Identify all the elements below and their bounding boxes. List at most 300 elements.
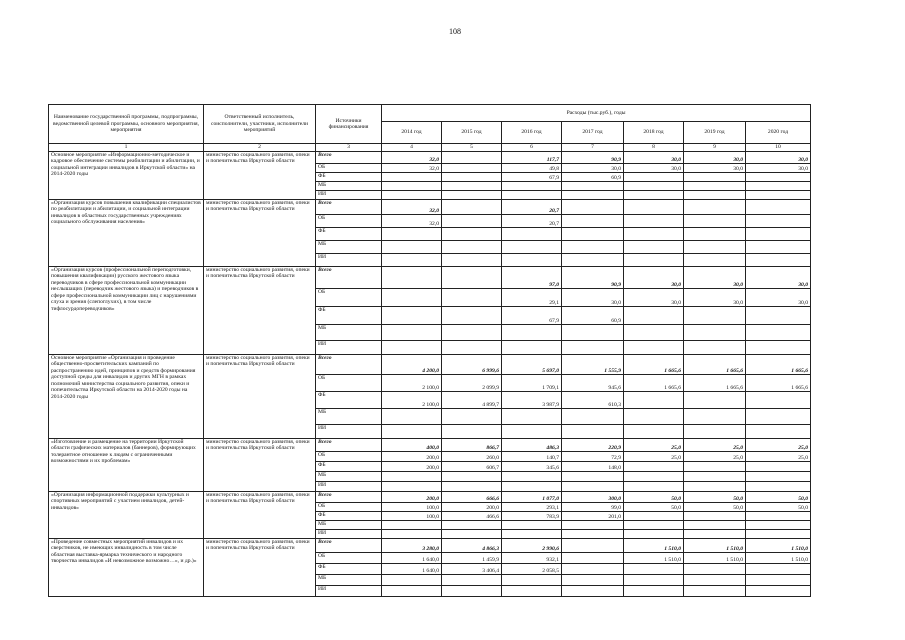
expense-value [684,564,746,575]
expense-value [746,215,811,228]
expense-value [746,254,811,267]
expense-value: 1 077,0 [502,492,562,503]
expense-value [382,325,442,341]
expense-value [502,425,562,439]
expense-value [442,575,502,586]
funding-source: МБ [316,325,382,341]
expense-value [382,254,442,267]
expense-value: 4 899,7 [442,392,502,409]
expense-value: 2 100,0 [382,375,442,392]
expense-value [746,530,811,539]
expense-value [382,521,442,530]
funding-source: ОБ [316,215,382,228]
expense-value [442,182,502,191]
funding-source: ИИ [316,191,382,200]
expense-value [382,530,442,539]
page-number: 108 [449,27,461,36]
expense-value: 1 510,0 [684,553,746,564]
expense-value [562,586,624,597]
header-year: 2019 год [684,122,746,144]
funding-source: ОБ [316,375,382,392]
expense-value [624,586,684,597]
expense-value [442,409,502,425]
expense-value: 50,0 [684,492,746,503]
table-row [49,492,811,503]
expense-value [746,241,811,254]
expense-value [746,409,811,425]
expense-value: 30,0 [562,289,624,307]
expense-value: 1 555,9 [562,355,624,375]
expense-value: 2 099,9 [442,375,502,392]
funding-source: ОБ [316,553,382,564]
activity-name: «Изготовление и размещение на территории Иркутской области графических материалов (баннеров), формирующих толерантное отношение к людям с ограниченными возможностями и их проблемам» [49,439,204,492]
expense-value [684,392,746,409]
expense-value [502,409,562,425]
expense-value [382,472,442,482]
activity-name: Основное мероприятие «Информационно-методическое и кадровое обеспечение системы реабилитации и абилитации, и социальной интеграции инвалидов в Иркутской области» на 2014-2020 годы [49,152,204,200]
column-index: 6 [502,144,562,152]
funding-source: ОБ [316,289,382,307]
expense-value [684,482,746,492]
expense-value [562,215,624,228]
header-year: 2017 год [562,122,624,144]
funding-source: ФБ [316,462,382,472]
expense-value: 50,0 [684,503,746,512]
expense-value [562,575,624,586]
expense-value [562,482,624,492]
expense-value [624,241,684,254]
expense-value: 201,0 [562,512,624,521]
expense-value [746,392,811,409]
expense-value: 90,9 [562,267,624,289]
expense-value [562,254,624,267]
activity-executor: министерство социального развития, опеки и попечительства Иркутской области [204,439,316,492]
expense-value [684,462,746,472]
expense-value [562,325,624,341]
funding-source: ФБ [316,512,382,521]
expense-value: 1 459,9 [442,553,502,564]
expense-value: 2 100,0 [382,392,442,409]
expense-value [746,341,811,355]
expense-value: 50,0 [624,492,684,503]
funding-source: ФБ [316,173,382,182]
expense-value [562,182,624,191]
header-name: Наименование государственной программы, подпрограммы, ведомственной целевой программы, основного мероприятия, мероприятия [49,105,204,144]
funding-source: ОБ [316,452,382,462]
expense-value: 25,0 [746,452,811,462]
expense-value: 2 058,5 [502,564,562,575]
expense-value [624,325,684,341]
funding-source: Всего [316,355,382,375]
column-index: 3 [316,144,382,152]
expense-value: 30,0 [624,267,684,289]
expense-value: 30,0 [624,164,684,173]
expense-value [442,173,502,182]
expense-value [624,482,684,492]
expense-value [442,472,502,482]
expense-value [746,182,811,191]
expense-value [684,425,746,439]
expense-value [502,325,562,341]
header-year: 2014 год [382,122,442,144]
expense-value: 20,7 [502,200,562,215]
expense-value [624,307,684,325]
expense-value [442,325,502,341]
expense-value [684,325,746,341]
expense-value: 5 697,0 [502,355,562,375]
expense-value: 1 665,6 [624,355,684,375]
expense-value [746,191,811,200]
expense-value [746,521,811,530]
expense-value [382,425,442,439]
funding-source: Всего [316,267,382,289]
expense-value: 1 510,0 [624,539,684,553]
column-index: 5 [442,144,502,152]
funding-source: Всего [316,492,382,503]
expense-value [624,341,684,355]
funding-source: ОБ [316,164,382,173]
table-row [49,355,811,375]
expense-value: 200,0 [382,452,442,462]
expense-value: 30,0 [562,164,624,173]
expense-value [684,307,746,325]
expense-value: 30,0 [624,289,684,307]
expense-value: 345,6 [502,462,562,472]
expense-value [624,530,684,539]
expense-value: 30,0 [746,164,811,173]
expense-value: 1 510,0 [746,539,811,553]
expense-value [684,254,746,267]
activity-name: Основное мероприятие «Организация и проведение общественно-просветительских кампаний по распространению идей, принципов и средств формирования доступной среды для инвалидов и других МГН в рамках полномочий министерства социального развития, опеки и попечительства Иркутской области на 2014-2020 годы на 2014-2020 годы [49,355,204,439]
expense-value [624,200,684,215]
expense-value: 3 280,0 [382,539,442,553]
expense-value: 1 510,0 [746,553,811,564]
expense-value [442,254,502,267]
funding-source: МБ [316,182,382,191]
expense-value [562,564,624,575]
expense-value: 25,0 [684,452,746,462]
expense-value: 1 665,6 [684,355,746,375]
column-index: 8 [624,144,684,152]
expense-value [684,182,746,191]
expense-value [562,409,624,425]
expense-value [562,539,624,553]
expense-value: 117,7 [502,152,562,164]
expense-value [746,512,811,521]
header-expenses: Расходы (тыс.руб.), годы [382,105,811,122]
expense-value [442,341,502,355]
expense-value [746,173,811,182]
expense-value: 1 640,0 [382,553,442,564]
funding-source: ОБ [316,503,382,512]
header-year: 2015 год [442,122,502,144]
expense-value [562,521,624,530]
funding-source: Всего [316,200,382,215]
funding-source: МБ [316,241,382,254]
expense-value [382,267,442,289]
activity-name: «Организация курсов (профессиональной переподготовки, повышения квалификации) русского жестового языка переводчиков в сфере профессиональной коммуникации неслышащих (переводчик жестового языка) и переводчиков в сфере профессиональной коммуникации лиц с нарушениями слуха и зрения (слепоглухих), в том числе тифлосурдопереводчиков» [49,267,204,355]
expense-value [502,482,562,492]
expense-value [442,267,502,289]
activity-executor: министерство социального развития, опеки и попечительства Иркутской области [204,355,316,439]
expense-value [684,341,746,355]
expense-value [746,200,811,215]
expense-value [624,215,684,228]
expense-value: 1 640,0 [382,564,442,575]
expense-value: 30,0 [684,164,746,173]
expense-value: 32,0 [382,200,442,215]
expense-value [442,482,502,492]
expense-value [624,191,684,200]
expense-value: 25,0 [624,452,684,462]
expense-value [624,462,684,472]
expense-value [382,341,442,355]
expense-value: 2 990,6 [502,539,562,553]
expense-value [382,482,442,492]
funding-source: ФБ [316,228,382,241]
expense-value: 6 999,6 [442,355,502,375]
expense-value [442,521,502,530]
expense-value: 200,0 [442,503,502,512]
expense-value: 100,0 [382,503,442,512]
expense-value [746,462,811,472]
expense-value: 50,0 [624,503,684,512]
expense-value [382,575,442,586]
expense-value [746,325,811,341]
expense-value: 945,6 [562,375,624,392]
expense-value: 400,0 [382,439,442,452]
expense-value [684,512,746,521]
expense-value [684,241,746,254]
expense-value [562,200,624,215]
expense-value [746,425,811,439]
expense-value: 30,0 [746,267,811,289]
expense-value: 486,3 [502,439,562,452]
expense-value [746,482,811,492]
expense-value [624,228,684,241]
expense-value: 30,0 [746,152,811,164]
column-index: 9 [684,144,746,152]
column-index: 10 [746,144,811,152]
expense-value: 25,0 [624,439,684,452]
expense-value [684,472,746,482]
expense-value [442,228,502,241]
expense-value: 25,0 [684,439,746,452]
expense-value [624,512,684,521]
expense-value [502,575,562,586]
expense-value [382,307,442,325]
expense-value [562,530,624,539]
expense-value [442,241,502,254]
expense-value: 220,9 [562,439,624,452]
activity-name: «Организация информационной поддержки культурных и спортивных мероприятий с участием инвалидов, детей-инвалидов» [49,492,204,539]
expense-value [562,553,624,564]
expense-value: 30,0 [746,289,811,307]
expense-value: 140,7 [502,452,562,462]
activity-executor: министерство социального развития, опеки и попечительства Иркутской области [204,200,316,267]
expense-value [502,530,562,539]
table-row [49,539,811,553]
expense-value [624,425,684,439]
expense-value [624,392,684,409]
expense-value: 3 406,4 [442,564,502,575]
expense-value: 32,0 [382,164,442,173]
header-source: Источники финансирования [316,105,382,144]
activity-name: «Проведение совместных мероприятий инвалидов и их сверстников, не имеющих инвалидность в том числе областная выставка-ярмарка технического и народного творчества инвалидов «И невозможное возможно…», и др.)» [49,539,204,597]
expense-value [624,254,684,267]
expense-value [502,228,562,241]
expense-value [624,564,684,575]
expense-value [502,521,562,530]
expense-value: 200,0 [382,492,442,503]
header-row [49,105,811,122]
expense-value [624,173,684,182]
expense-value [746,575,811,586]
expense-value [502,191,562,200]
expense-value [746,586,811,597]
expense-value [746,472,811,482]
header-year: 2016 год [502,122,562,144]
expense-value [382,191,442,200]
expense-value: 1 665,6 [684,375,746,392]
expense-value [624,182,684,191]
expense-value: 25,0 [746,439,811,452]
expense-value [382,409,442,425]
expense-value [746,307,811,325]
expense-value [562,191,624,200]
expense-value: 3 987,9 [502,392,562,409]
expense-value [442,289,502,307]
column-index: 2 [204,144,316,152]
expense-value: 1 665,6 [624,375,684,392]
column-index: 1 [49,144,204,152]
expense-value [562,228,624,241]
expense-value: 97,0 [502,267,562,289]
expense-value: 32,0 [382,152,442,164]
expense-value [562,425,624,439]
expense-value [442,200,502,215]
expense-value [382,586,442,597]
expense-value [746,228,811,241]
expense-value [624,472,684,482]
expense-value [684,521,746,530]
expense-value [502,341,562,355]
expense-value: 90,9 [562,152,624,164]
funding-source: ИИ [316,586,382,597]
expense-value [684,191,746,200]
header-executor: Ответственный исполнитель, соисполнители, участники, исполнители мероприятий [204,105,316,144]
funding-source: ИИ [316,482,382,492]
expense-value [562,472,624,482]
expense-value: 606,7 [442,462,502,472]
expense-value [624,521,684,530]
expense-value [442,191,502,200]
expense-value [502,472,562,482]
expenses-table [48,104,811,597]
expense-value [442,425,502,439]
expense-value: 49,8 [502,164,562,173]
funding-source: ФБ [316,564,382,575]
activity-executor: министерство социального развития, опеки и попечительства Иркутской области [204,539,316,597]
expense-value: 148,0 [562,462,624,472]
expense-value [442,152,502,164]
table-row [49,200,811,215]
expense-value: 30,0 [684,289,746,307]
expense-value [382,228,442,241]
column-index: 4 [382,144,442,152]
funding-source: МБ [316,575,382,586]
expense-value [442,530,502,539]
expense-value [442,586,502,597]
expense-value: 610,3 [562,392,624,409]
expense-value: 29,1 [502,289,562,307]
expense-value: 30,0 [684,267,746,289]
expense-value [684,530,746,539]
header-year: 2018 год [624,122,684,144]
expense-value [442,307,502,325]
expense-value: 1 665,6 [746,355,811,375]
expense-value: 466,6 [442,512,502,521]
activity-executor: министерство социального развития, опеки и попечительства Иркутской области [204,267,316,355]
expense-value: 20,7 [502,215,562,228]
expense-value: 1 510,0 [624,553,684,564]
activity-executor: министерство социального развития, опеки и попечительства Иркутской области [204,152,316,200]
expense-value [684,228,746,241]
expense-value [684,200,746,215]
table-row [49,267,811,289]
expense-value: 666,6 [442,492,502,503]
expense-value [624,409,684,425]
expense-value: 100,0 [382,512,442,521]
expense-value [746,564,811,575]
expense-value [684,215,746,228]
funding-source: ИИ [316,254,382,267]
table-row [49,439,811,452]
funding-source: Всего [316,539,382,553]
expense-value: 67,9 [502,307,562,325]
expense-value [502,254,562,267]
expense-value [684,586,746,597]
expense-value: 1 665,6 [746,375,811,392]
expense-value [684,409,746,425]
expense-value [382,289,442,307]
expense-value [502,586,562,597]
expense-value: 50,0 [746,492,811,503]
expense-value [562,241,624,254]
expense-value [502,182,562,191]
expense-value [382,182,442,191]
activity-name: «Организация курсов повышения квалификации специалистов по реабилитации и абилитации, и социальной интеграции инвалидов в областных государственных учреждениях социального обслуживания населения» [49,200,204,267]
expense-value: 260,0 [442,452,502,462]
expense-value: 783,9 [502,512,562,521]
expense-value: 60,9 [562,173,624,182]
expense-value: 67,9 [502,173,562,182]
expense-value [562,341,624,355]
activity-executor: министерство социального развития, опеки и попечительства Иркутской области [204,492,316,539]
header-year: 2020 год [746,122,811,144]
expense-value: 1 709,1 [502,375,562,392]
funding-source: ФБ [316,392,382,409]
expense-value [502,241,562,254]
expense-value [442,215,502,228]
funding-source: МБ [316,409,382,425]
expense-value: 32,0 [382,215,442,228]
funding-source: Всего [316,439,382,452]
expense-value: 4 200,0 [382,355,442,375]
expense-value [684,575,746,586]
expense-value [442,164,502,173]
expense-value: 30,0 [684,152,746,164]
